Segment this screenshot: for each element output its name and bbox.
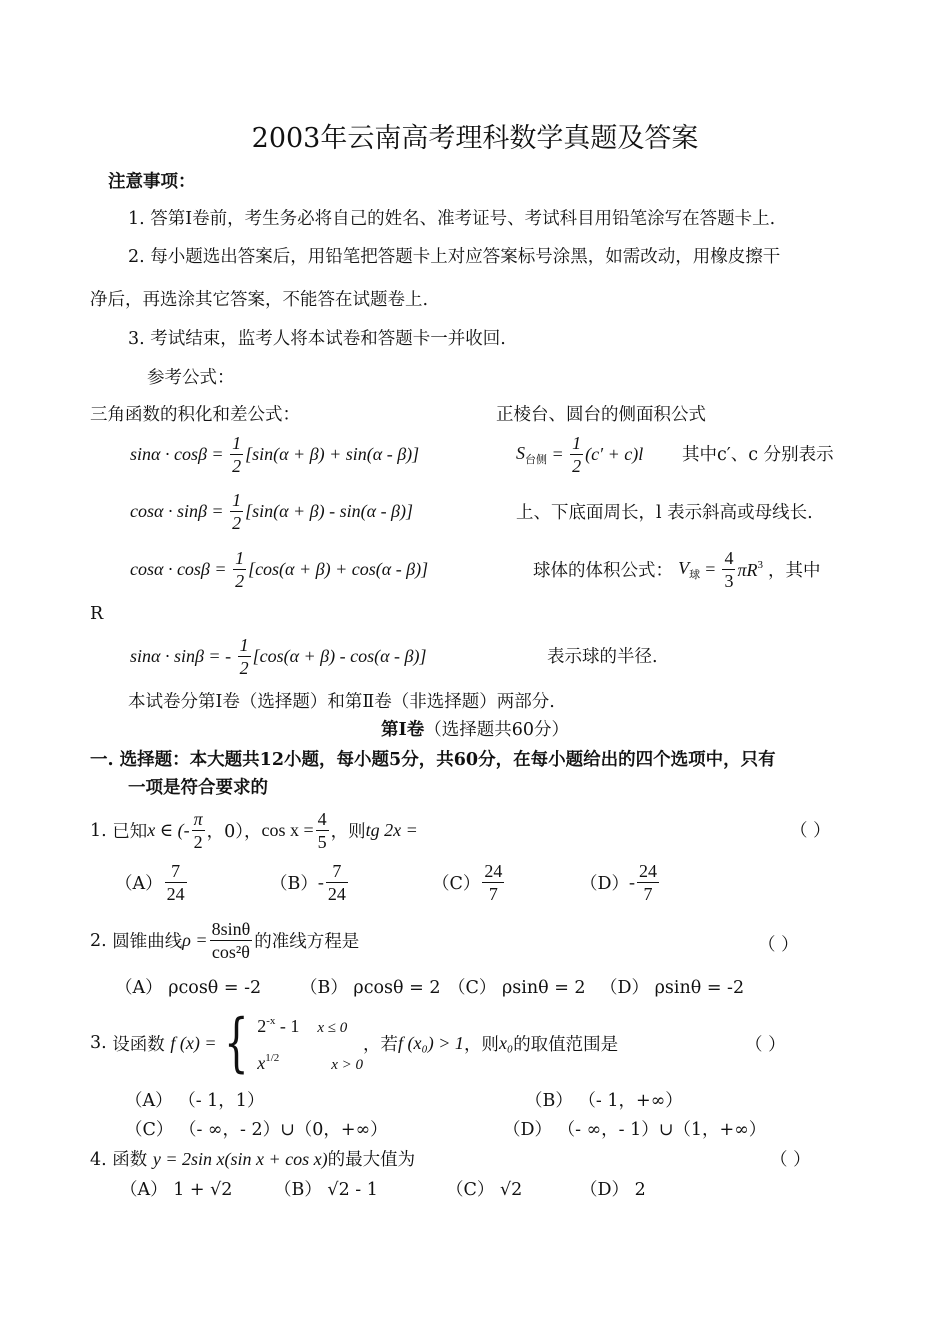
q3-post3: 的取值范围是 — [513, 1034, 619, 1055]
question-3 — [90, 1006, 618, 1080]
formula-1 — [130, 432, 419, 477]
q2-option-c: （C） ρsinθ = 2 — [448, 978, 586, 998]
q3-option-a: （A） （- 1，1） — [125, 1091, 265, 1111]
q1-number: 1. — [90, 820, 107, 841]
formula-1-rhs: [sin(α + β) + sin(α - β)] — [245, 444, 420, 464]
area-heading: 正棱台、圆台的侧面积公式 — [496, 405, 706, 425]
formula-4-half: $\frac{1}{2}$ — [239, 635, 249, 678]
q3-number: 3. — [90, 1033, 107, 1053]
formula-2-half: $\frac{1}{2}$ — [232, 490, 242, 533]
r-label: R — [90, 604, 104, 624]
q4-option-a: （A） 1 + √2 — [120, 1180, 233, 1200]
section-1-title: 第Ⅰ卷（选择题共60分） — [381, 720, 569, 740]
q2-fraction: $\frac{8\sin\theta}{\text{cos²θ}}$ — [211, 919, 251, 962]
q1-then: ，则 — [330, 822, 366, 842]
q3-answer-paren: （ ） — [745, 1035, 786, 1055]
v-note: ，其中 — [768, 561, 821, 581]
q3-piecewise: $2^{-x} - 1$ x ≤ 0 $x^{1/2}$ x > 0 — [257, 1015, 364, 1073]
q1-option-a: （A） $\frac{7}{24}$ — [115, 861, 185, 904]
section-1-heading: 一. 选择题：本大题共12小题，每小题5分，共60分，在每小题给出的四个选项中，只有 — [90, 750, 776, 770]
formula-3-half: $\frac{1}{2}$ — [235, 548, 245, 591]
formula-2-rhs: [sin(α + β) - sin(α - β)] — [245, 501, 414, 521]
formula-1-lhs: sinα · cosβ = — [130, 444, 224, 464]
q2-option-a: （A） ρcosθ = -2 — [115, 978, 262, 998]
formula-1-half: $\frac{1}{2}$ — [232, 433, 242, 476]
s-note-2: 上、下底面周长，l 表示斜高或母线长. — [516, 503, 813, 523]
v-eq: = — [705, 559, 716, 579]
question-1 — [90, 808, 418, 853]
q1-pi-half: $\frac{\pi}{2}$ — [193, 809, 203, 852]
q3-post: ，若 — [363, 1034, 399, 1055]
formula-3-lhs: cosα · cosβ = — [130, 559, 227, 579]
q1-x-in: x ∈ (- — [147, 820, 190, 840]
q1-option-c: （C） $\frac{24}{7}$ — [432, 861, 503, 904]
formula-2 — [130, 489, 413, 534]
v-rhs: πR — [737, 559, 758, 580]
q3-option-d: （D） （- ∞，- 1）∪（1，+∞） — [503, 1120, 767, 1140]
q4-option-b: （B） √2 - 1 — [274, 1180, 378, 1200]
q1-answer-paren: （ ） — [790, 821, 831, 841]
v-fraction: $\frac{4}{3}$ — [724, 548, 734, 591]
q3-ineq: f (x₀) > 1 — [398, 1032, 464, 1053]
q1-cos-value: $\frac{4}{5}$ — [317, 809, 327, 852]
v-text: 球体的体积公式： — [533, 561, 673, 581]
q2-option-d: （D） ρsinθ = -2 — [600, 978, 745, 998]
s-eq: = — [551, 444, 564, 464]
section-1-heading-2: 一项是符合要求的 — [128, 778, 268, 798]
question-4 — [90, 1146, 415, 1171]
formula-2-lhs: cosα · sinβ = — [130, 501, 224, 521]
q4-option-c: （C） √2 — [446, 1180, 523, 1200]
q4-answer-paren: （ ） — [770, 1150, 811, 1170]
q2-post: 的准线方程是 — [254, 932, 360, 952]
parts-note: 本试卷分第Ⅰ卷（选择题）和第Ⅱ卷（非选择题）两部分. — [128, 692, 555, 712]
formula-4 — [130, 634, 427, 679]
trig-heading: 三角函数的积化和差公式： — [90, 405, 300, 425]
q1-cos: cos x = — [261, 820, 314, 840]
q2-answer-paren: （ ） — [758, 935, 799, 955]
q3-pre: 设函数 — [112, 1034, 165, 1055]
reference-label: 参考公式： — [147, 368, 235, 388]
q1-option-b: （B）- $\frac{7}{24}$ — [270, 861, 346, 904]
q1-tg: tg 2x = — [365, 820, 418, 840]
q2-option-b: （B） ρcosθ = 2 — [300, 978, 441, 998]
formula-4-rhs: [cos(α + β) - cos(α - β)] — [252, 646, 427, 666]
q1-option-d: （D）- $\frac{24}{7}$ — [580, 861, 658, 904]
formula-3 — [130, 547, 428, 592]
formula-3-rhs: [cos(α + β) + cos(α - β)] — [248, 559, 429, 579]
r-note: 表示球的半径. — [547, 647, 658, 667]
lateral-area-formula — [516, 432, 643, 477]
notice-item-3: 3. 考试结束，监考人将本试卷和答题卡一并收回. — [128, 329, 506, 349]
q2-pre: 圆锥曲线 — [112, 932, 183, 952]
v-label: V — [678, 557, 690, 578]
notice-item-2b: 净后，再选涂其它答案，不能答在试题卷上. — [90, 290, 429, 310]
q3-x0: x₀ — [498, 1032, 514, 1053]
page-title: 2003年云南高考理科数学真题及答案 — [251, 123, 699, 154]
s-label: S — [516, 442, 525, 463]
q4-post: 的最大值为 — [327, 1150, 416, 1170]
q1-mid: ，0）， — [206, 822, 262, 842]
q3-post2: ，则 — [463, 1034, 499, 1055]
left-brace-icon: { — [224, 1006, 250, 1080]
notice-heading: 注意事项： — [108, 172, 196, 192]
s-rhs: (c′ + c)l — [585, 444, 644, 464]
q4-expr: y = 2sin x(sin x + cos x) — [152, 1149, 328, 1169]
notice-item-2a: 2. 每小题选出答案后，用铅笔把答题卡上对应答案标号涂黑，如需改动，用橡皮擦干 — [128, 247, 781, 267]
q3-option-b: （B） （- 1，+∞） — [525, 1091, 683, 1111]
q4-pre: 函数 — [112, 1150, 148, 1170]
q3-option-c: （C） （- ∞，- 2）∪（0，+∞） — [125, 1120, 388, 1140]
formula-4-lhs: sinα · sinβ = - — [130, 646, 232, 666]
notice-item-1: 1. 答第Ⅰ卷前，考生务必将自己的姓名、准考证号、考试科目用铅笔涂写在答题卡上. — [128, 209, 776, 229]
s-sub: 台侧 — [525, 453, 547, 466]
s-note: 其中c′、c 分别表示 — [682, 445, 834, 465]
q2-number: 2. — [90, 930, 107, 951]
q1-pre: 已知 — [112, 822, 148, 842]
sphere-volume — [533, 547, 821, 592]
v-sub: 球 — [689, 568, 701, 581]
q2-rho: ρ = — [182, 930, 208, 950]
q3-f: f (x) = — [170, 1032, 217, 1053]
q4-option-d: （D） 2 — [580, 1180, 646, 1200]
question-2 — [90, 918, 359, 963]
s-half: $\frac{1}{2}$ — [572, 433, 582, 476]
q4-number: 4. — [90, 1150, 107, 1170]
v-exp: 3 — [757, 558, 763, 571]
